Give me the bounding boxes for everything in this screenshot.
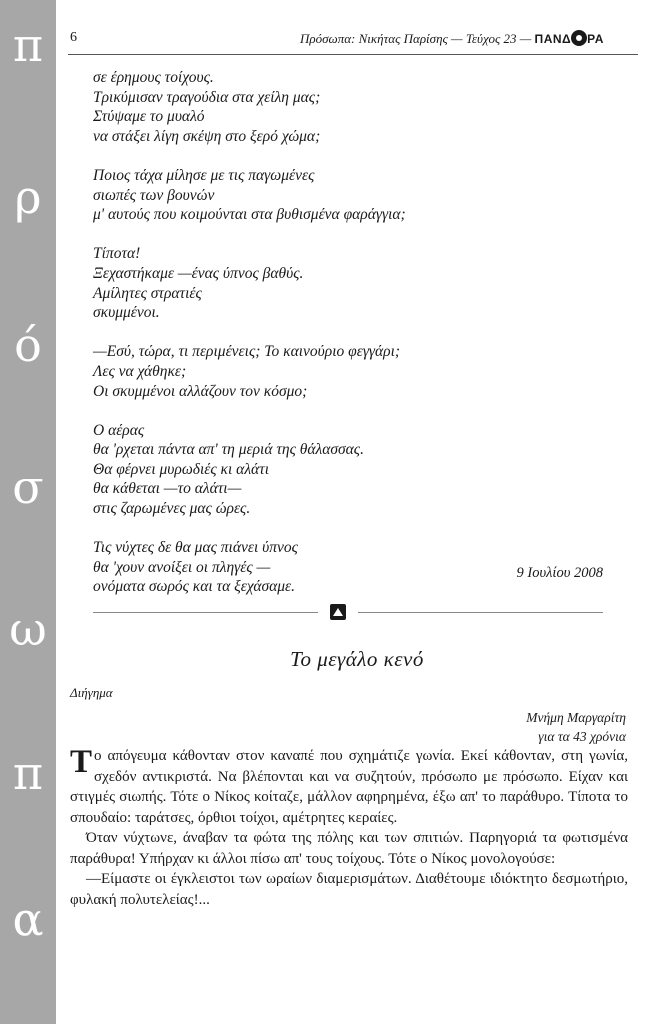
poem-line: Τρικύμισαν τραγούδια στα χείλη μας; (93, 88, 321, 106)
story-body (70, 746, 628, 910)
running-head (300, 30, 638, 47)
dedication (526, 708, 626, 746)
sidebar-letter: π (12, 18, 44, 72)
header-rule (68, 54, 638, 55)
running-head-text: Πρόσωπα: Νικήτας Παρίσης — Τεύχος 23 — (300, 31, 532, 46)
poem-stanza (93, 342, 633, 401)
poem-line: στις ζαρωμένες μας ώρες. (93, 500, 251, 518)
dedication-name: Μνήμη Μαργαρίτη (526, 710, 626, 725)
page-number: 6 (70, 30, 77, 45)
poem-line: Θα φέρνει μυρωδιές κι αλάτι (93, 460, 270, 478)
poem-line: —Εσύ, τώρα, τι περιμένεις; Το καινούριο φεγγάρι; (93, 343, 401, 361)
sidebar-letter: ω (9, 602, 47, 656)
brand-logo: ΠΑΝΔ ΡΑ (534, 32, 604, 46)
poem-line: σε έρημους τοίχους. (93, 69, 214, 86)
poem-line: Οι σκυμμένοι αλλάζουν τον κόσμο; (93, 382, 308, 400)
poem-line: Στύψαμε το μυαλό (93, 108, 205, 126)
poem-date: 9 Ιουλίου 2008 (516, 565, 603, 581)
sidebar-letter: σ (12, 460, 44, 514)
poem-line: μ' αυτούς που κοιμούνται στα βυθισμένα φαράγγια; (93, 206, 406, 224)
poem-line: Ποιος τάχα μίλησε με τις παγωμένες (93, 166, 315, 184)
poem-stanza (93, 244, 633, 322)
paragraph: Όταν νύχτωνε, άναβαν τα φώτα της πόλης και των σπιτιών. Παρηγοριά τα φωτισμένα παράθυρα! Υπήρχαν κι άλλοι πίσω απ' τους τοίχους. Τότε ο Νίκος μονολογούσε: (70, 830, 628, 867)
poem-line: Τίποτα! (93, 245, 141, 263)
brand-circle-icon (571, 30, 587, 46)
story-genre: Διήγημα (70, 685, 113, 700)
section-divider-left (93, 612, 318, 613)
poem (93, 68, 633, 597)
decorative-sidebar (0, 0, 56, 1024)
poem-line: Αμίλητες στρατιές (93, 284, 202, 302)
poem-line: Ο αέρας (93, 421, 145, 439)
dedication-line: για τα 43 χρόνια (538, 729, 626, 744)
section-divider-right (358, 612, 603, 613)
divider-ornament-icon (330, 604, 346, 620)
poem-line: σιωπές των βουνών (93, 186, 215, 204)
poem-line: θα 'χουν ανοίξει οι πληγές — (93, 558, 271, 576)
poem-line: ονόματα σωρός και τα ξεχάσαμε. (93, 578, 296, 596)
sidebar-letter: ρ (14, 170, 42, 224)
paragraph-text: ο απόγευμα κάθονταν στον καναπέ που σχημάτιζε γωνία. Εκεί κάθονταν, στη γωνία, σχεδόν αντικριστά. Να βλέπονται και να συζητούν, πρόσωπο με πρόσωπο. Είχαν και στιγμές σιωπής. Τότε ο Νίκος κοίταζε, μάλλον αφηρημένα, έξω απ' το παράθυρο. Τίποτα το σπουδαίο: ταράτσες, όρθιοι τοίχοι, αμέτρητες κεραίες. (70, 748, 628, 826)
sidebar-letter: α (12, 892, 44, 946)
poem-line: θα κάθεται —το αλάτι— (93, 480, 242, 498)
poem-line: θα 'ρχεται πάντα απ' τη μεριά της θάλασσας. (93, 441, 364, 459)
poem-stanza (93, 68, 633, 146)
poem-line: Ξεχαστήκαμε —ένας ύπνος βαθύς. (93, 264, 304, 282)
poem-line: σκυμμένοι. (93, 304, 160, 322)
drop-cap: Τ (70, 744, 93, 780)
paragraph (70, 746, 628, 828)
poem-line: Λες να χάθηκε; (93, 362, 187, 380)
sidebar-letter: ό (14, 318, 42, 372)
sidebar-letter: π (12, 746, 44, 800)
story-title: Το μεγάλο κενό (290, 647, 424, 671)
paragraph: —Είμαστε οι έγκλειστοι των ωραίων διαμερισμάτων. Διαθέτουμε ιδιόκτητο δεσμωτήριο, φυλακή πολυτελείας!... (70, 871, 628, 908)
poem-line: Τις νύχτες δε θα μας πιάνει ύπνος (93, 539, 298, 557)
poem-stanza (93, 421, 633, 519)
poem-stanza (93, 166, 633, 225)
poem-line: να στάξει λίγη σκέψη στο ξερό χώμα; (93, 127, 321, 145)
